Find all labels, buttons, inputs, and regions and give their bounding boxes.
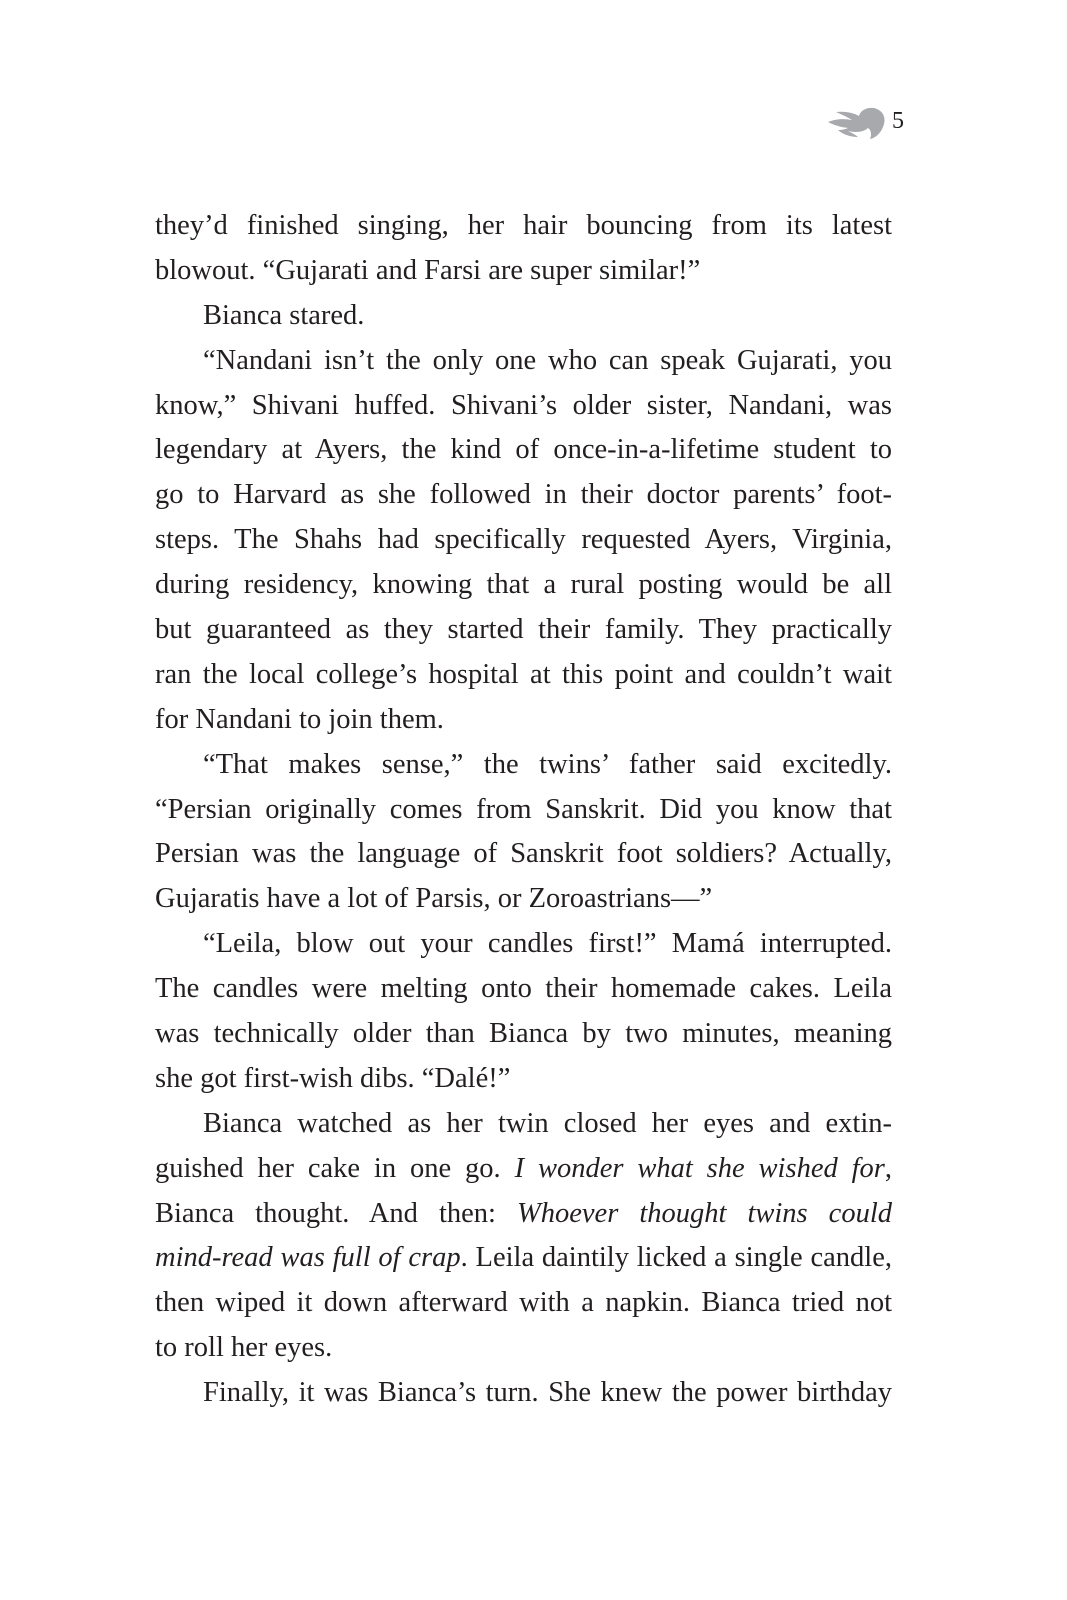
text-run: “Leila, blow out your candles first!” Mamá interrupted. [203, 928, 892, 960]
italic-text: mind-read was full of crap [155, 1242, 461, 1274]
text-run: Bianca stared. [203, 299, 365, 331]
text-run: “Nandani isn’t the only one who can speak Gujarati, you [203, 344, 892, 376]
text-line [155, 1326, 892, 1371]
text-line [155, 473, 892, 518]
text-run: steps. The Shahs had specifically requested Ayers, Virginia, [155, 524, 892, 556]
text-run: blowout. “Gujarati and Farsi are super similar!” [155, 254, 701, 286]
page-number: 5 [892, 108, 904, 134]
text-line [155, 563, 892, 608]
text-line [155, 1012, 892, 1057]
text-line [155, 832, 892, 877]
text-run: know,” Shivani huffed. Shivani’s older sister, Nandani, was [155, 389, 892, 421]
text-run: ran the local college’s hospital at this point and couldn’t wait [155, 658, 892, 690]
text-line [155, 1102, 892, 1147]
text-line [155, 608, 892, 653]
text-run: during residency, knowing that a rural posting would be all [155, 569, 892, 601]
text-line [155, 1057, 892, 1102]
text-run: . Leila daintily licked a single candle, [460, 1242, 892, 1274]
text-line [155, 1147, 892, 1192]
text-line [155, 1192, 892, 1237]
text-line [155, 294, 892, 339]
text-run: “That makes sense,” the twins’ father said excitedly. [203, 748, 892, 780]
text-line [155, 788, 892, 833]
text-run: The candles were melting onto their homemade cakes. Leila [155, 973, 892, 1005]
running-header [826, 104, 906, 144]
text-line [155, 698, 892, 743]
flame-swirl-icon [826, 106, 888, 140]
text-line [155, 743, 892, 788]
text-run: for Nandani to join them. [155, 703, 444, 735]
italic-text: Whoever thought twins could [517, 1197, 892, 1229]
text-line [155, 1236, 892, 1281]
text-run: she got first-wish dibs. “Dalé!” [155, 1062, 511, 1094]
text-run: , [884, 1152, 892, 1184]
text-run: Bianca thought. And then: [155, 1197, 517, 1229]
text-run: Bianca watched as her twin closed her eyes and extin- [203, 1107, 892, 1139]
text-line [155, 1281, 892, 1326]
body-text [155, 204, 892, 1416]
text-run: Gujaratis have a lot of Parsis, or Zoroastrians—” [155, 883, 713, 915]
text-run: to roll her eyes. [155, 1332, 333, 1364]
text-line [155, 204, 892, 249]
text-run: “Persian originally comes from Sanskrit. Did you know that [155, 793, 892, 825]
text-run: Persian was the language of Sanskrit foot soldiers? Actually, [155, 838, 892, 870]
text-run: Finally, it was Bianca’s turn. She knew the power birthday [203, 1377, 892, 1409]
text-line [155, 877, 892, 922]
text-line [155, 653, 892, 698]
text-run: guished her cake in one go. [155, 1152, 515, 1184]
text-line [155, 967, 892, 1012]
text-line [155, 249, 892, 294]
text-run: legendary at Ayers, the kind of once-in-a-lifetime student to [155, 434, 892, 466]
text-line [155, 428, 892, 473]
text-run: but guaranteed as they started their family. They practically [155, 614, 892, 646]
text-run: they’d finished singing, her hair bouncing from its latest [155, 210, 892, 241]
text-line [155, 384, 892, 429]
text-run: was technically older than Bianca by two minutes, meaning [155, 1018, 892, 1050]
text-line [155, 1371, 892, 1416]
text-run: then wiped it down afterward with a napkin. Bianca tried not [155, 1287, 892, 1319]
text-line [155, 922, 892, 967]
italic-text: I wonder what she wished for [514, 1152, 885, 1184]
text-run: go to Harvard as she followed in their doctor parents’ foot- [155, 479, 892, 511]
text-line [155, 518, 892, 563]
text-line [155, 339, 892, 384]
